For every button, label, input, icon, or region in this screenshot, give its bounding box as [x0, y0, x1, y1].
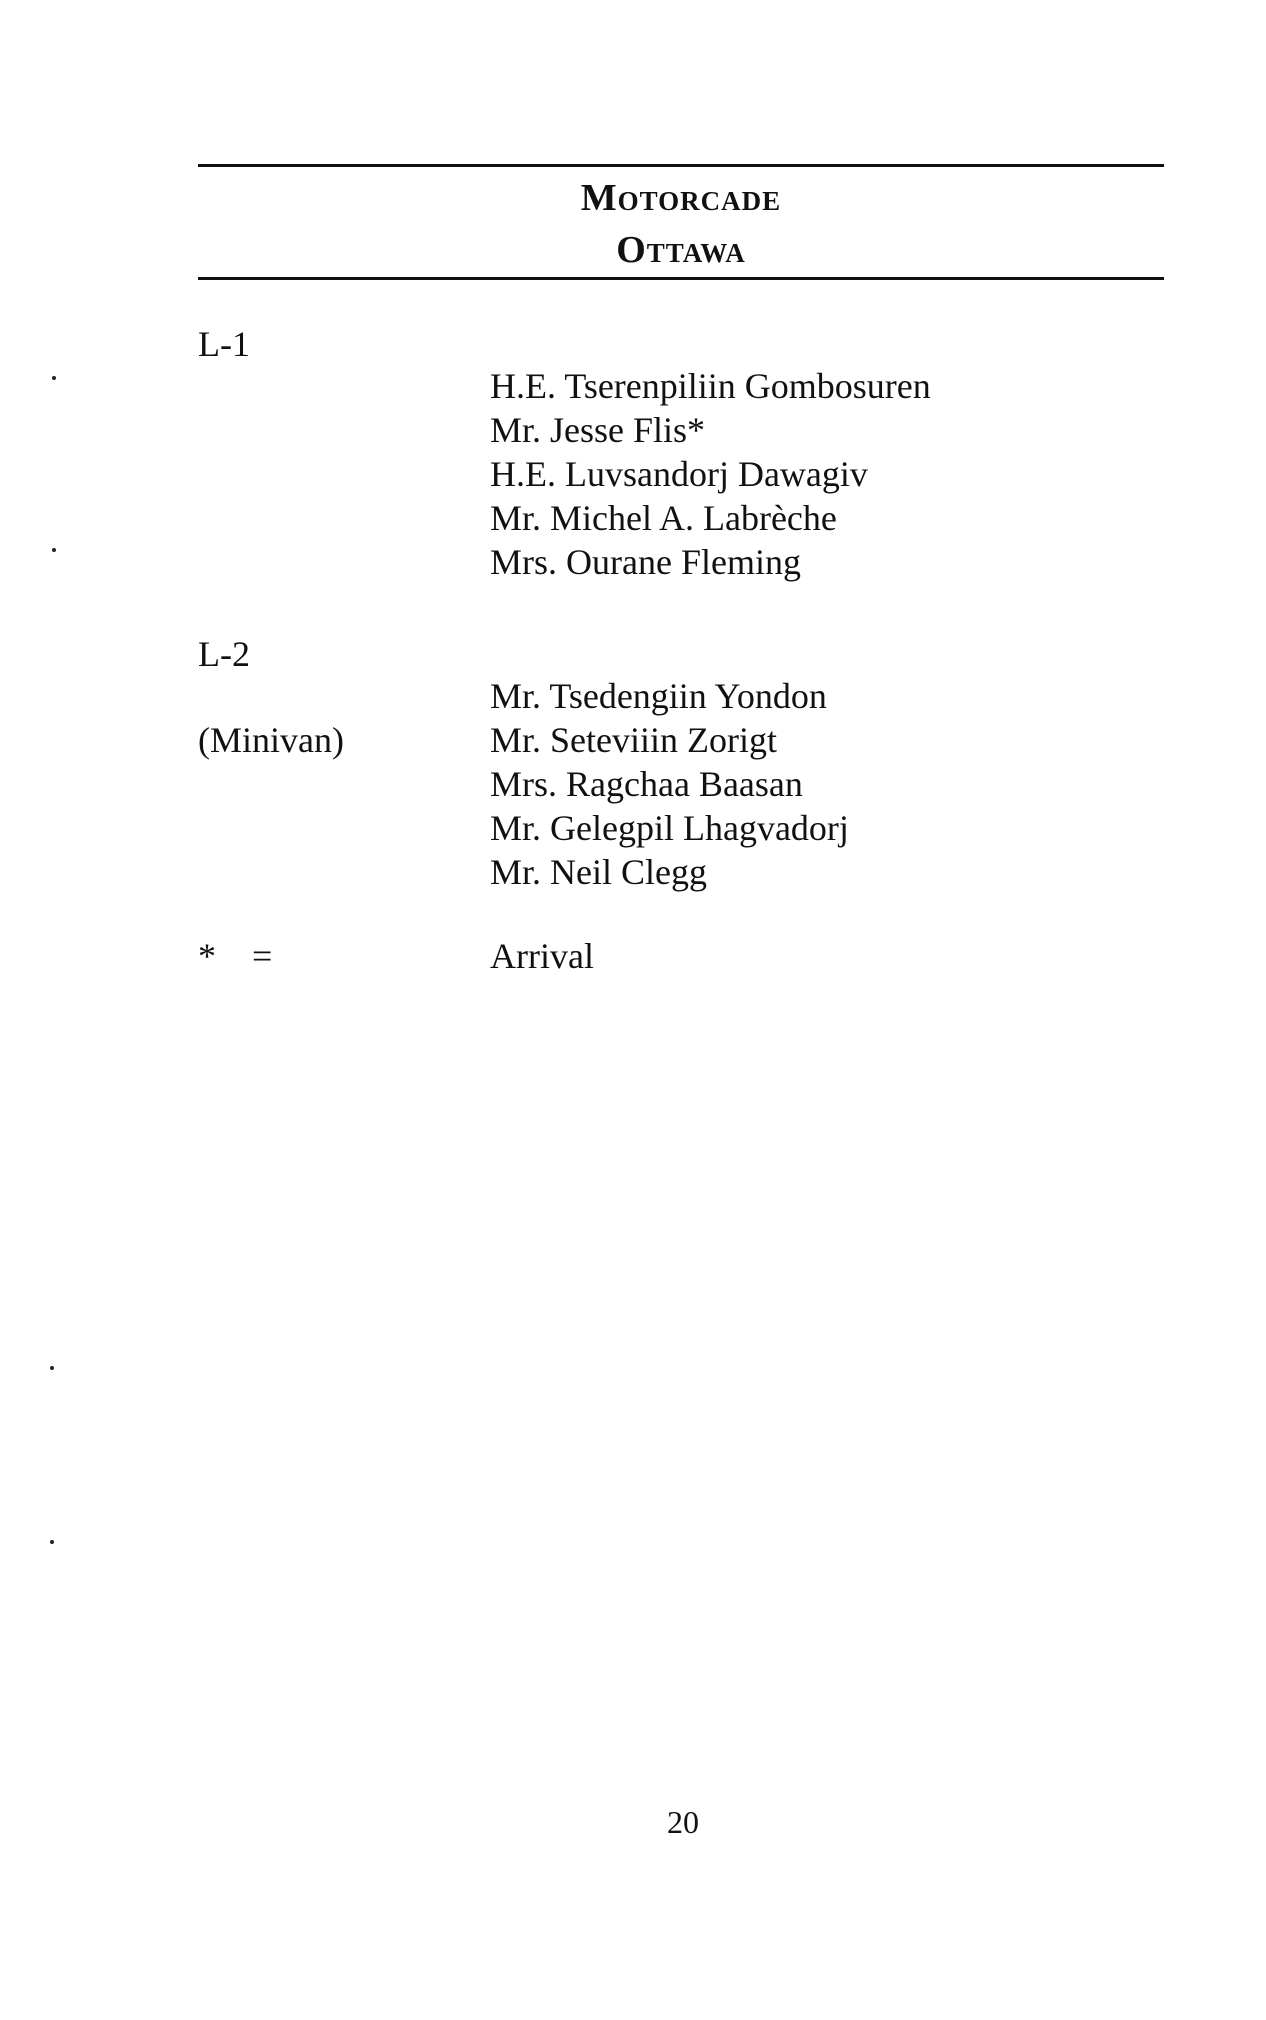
scan-speck	[52, 376, 56, 380]
list-item: H.E. Tserenpiliin Gombosuren	[490, 366, 931, 406]
page-subtitle: Ottawa	[616, 229, 746, 271]
group-label-l1: L-1	[198, 324, 250, 364]
bottom-rule	[198, 277, 1164, 280]
page-number: 20	[667, 1804, 699, 1840]
list-item: Mr. Neil Clegg	[490, 852, 707, 892]
list-item: Mr. Michel A. Labrèche	[490, 498, 837, 538]
group-label-l2: L-2	[198, 634, 250, 674]
list-item: Mr. Seteviiin Zorigt	[490, 720, 777, 760]
list-item: Mr. Jesse Flis*	[490, 410, 706, 450]
list-item: Mr. Tsedengiin Yondon	[490, 676, 827, 716]
scan-speck	[50, 1540, 54, 1544]
legend-equals: =	[252, 936, 273, 976]
list-item: Mrs. Ourane Fleming	[490, 542, 801, 582]
page-title: Motorcade	[580, 177, 782, 219]
group-names-l2	[490, 674, 849, 894]
scan-speck	[52, 548, 56, 552]
legend-meaning: Arrival	[490, 936, 594, 976]
group-names-l1	[490, 364, 931, 584]
legend-symbol: *	[198, 936, 216, 976]
list-item: H.E. Luvsandorj Dawagiv	[490, 454, 868, 494]
list-item: Mrs. Ragchaa Baasan	[490, 764, 803, 804]
top-rule	[198, 164, 1164, 167]
group-sublabel-l2: (Minivan)	[198, 720, 344, 760]
list-item: Mr. Gelegpil Lhagvadorj	[490, 808, 849, 848]
scan-speck	[50, 1366, 54, 1370]
